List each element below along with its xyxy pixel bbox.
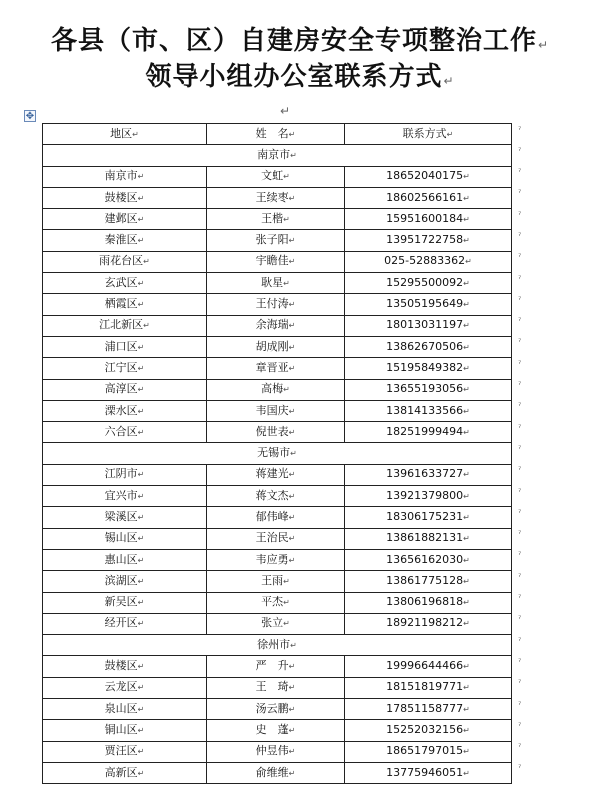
table-row xyxy=(43,251,512,272)
area-cell[interactable]: 秦淮区↵ xyxy=(43,230,207,251)
row-end-mark: ˀ xyxy=(518,636,522,647)
paragraph-mark: ↵ xyxy=(443,74,455,88)
name-cell[interactable]: 汤云鹏↵ xyxy=(207,699,345,720)
phone-cell[interactable]: 13861882131↵ xyxy=(345,528,512,549)
name-cell[interactable]: 平杰↵ xyxy=(207,592,345,613)
name-cell[interactable]: 胡成刚↵ xyxy=(207,336,345,357)
row-end-mark: ˀ xyxy=(518,551,522,562)
phone-cell[interactable]: 025-52883362↵ xyxy=(345,251,512,272)
table-row xyxy=(43,230,512,251)
name-cell[interactable]: 倪世表↵ xyxy=(207,422,345,443)
area-cell[interactable]: 江阴市↵ xyxy=(43,464,207,485)
phone-cell[interactable]: 15252032156↵ xyxy=(345,720,512,741)
section-label: 南京市 xyxy=(257,147,291,161)
section-cell[interactable]: 南京市↵ xyxy=(43,145,512,166)
section-label: 徐州市 xyxy=(257,637,291,651)
name-cell[interactable]: 仲昱伟↵ xyxy=(207,741,345,762)
section-cell[interactable]: 无锡市↵ xyxy=(43,443,512,464)
section-row xyxy=(43,145,512,166)
row-end-mark: ˀ xyxy=(518,657,522,668)
table-row xyxy=(43,294,512,315)
name-cell[interactable]: 宇瞻佳↵ xyxy=(207,251,345,272)
area-cell[interactable]: 锡山区↵ xyxy=(43,528,207,549)
name-cell[interactable]: 韦应勇↵ xyxy=(207,549,345,570)
area-cell[interactable]: 高淳区↵ xyxy=(43,379,207,400)
row-end-mark: ˀ xyxy=(518,295,522,306)
name-cell[interactable]: 高梅↵ xyxy=(207,379,345,400)
name-cell[interactable]: 耿星↵ xyxy=(207,273,345,294)
phone-cell[interactable]: 18151819771↵ xyxy=(345,677,512,698)
section-cell[interactable]: 徐州市↵ xyxy=(43,635,512,656)
table-row xyxy=(43,677,512,698)
phone-cell[interactable]: 18921198212↵ xyxy=(345,613,512,634)
name-cell[interactable]: 张子阳↵ xyxy=(207,230,345,251)
table-move-handle-icon[interactable]: ✥ xyxy=(25,111,35,122)
area-cell[interactable]: 滨湖区↵ xyxy=(43,571,207,592)
row-end-mark: ˀ xyxy=(518,679,522,690)
table-header-row xyxy=(43,124,512,145)
name-cell[interactable]: 王雨↵ xyxy=(207,571,345,592)
row-end-mark: ˀ xyxy=(518,508,522,519)
phone-cell[interactable]: 15951600184↵ xyxy=(345,209,512,230)
name-cell[interactable]: 郁伟峰↵ xyxy=(207,507,345,528)
table-row xyxy=(43,422,512,443)
paragraph-mark: ↵ xyxy=(537,38,550,52)
row-end-mark: ˀ xyxy=(518,146,522,157)
area-cell[interactable]: 栖霞区↵ xyxy=(43,294,207,315)
area-cell[interactable]: 惠山区↵ xyxy=(43,549,207,570)
name-cell[interactable]: 俞维维↵ xyxy=(207,762,345,783)
row-end-mark: ˀ xyxy=(518,402,522,413)
table-row xyxy=(43,656,512,677)
area-cell[interactable]: 建邺区↵ xyxy=(43,209,207,230)
name-cell[interactable]: 王 琦↵ xyxy=(207,677,345,698)
name-cell[interactable]: 史 蓬↵ xyxy=(207,720,345,741)
area-cell[interactable]: 鼓楼区↵ xyxy=(43,187,207,208)
area-cell[interactable]: 铜山区↵ xyxy=(43,720,207,741)
row-end-mark: ˀ xyxy=(518,743,522,754)
contacts-table-body xyxy=(43,124,512,784)
phone-cell[interactable]: 15195849382↵ xyxy=(345,358,512,379)
table-row xyxy=(43,528,512,549)
area-cell[interactable]: 泉山区↵ xyxy=(43,699,207,720)
area-cell[interactable]: 梁溪区↵ xyxy=(43,507,207,528)
row-end-mark: ˀ xyxy=(518,466,522,477)
area-cell[interactable]: 鼓楼区↵ xyxy=(43,656,207,677)
area-cell[interactable]: 南京市↵ xyxy=(43,166,207,187)
table-row xyxy=(43,741,512,762)
table-row xyxy=(43,507,512,528)
phone-cell[interactable]: 13806196818↵ xyxy=(345,592,512,613)
phone-cell[interactable]: 13655193056↵ xyxy=(345,379,512,400)
table-row xyxy=(43,209,512,230)
table-row xyxy=(43,699,512,720)
row-end-mark: ˀ xyxy=(518,487,522,498)
row-end-mark: ˀ xyxy=(518,359,522,370)
name-cell[interactable]: 严 升↵ xyxy=(207,656,345,677)
phone-cell[interactable]: 18013031197↵ xyxy=(345,315,512,336)
phone-cell[interactable]: 13814133566↵ xyxy=(345,400,512,421)
section-label: 无锡市 xyxy=(257,446,291,460)
phone-cell[interactable]: 13861775128↵ xyxy=(345,571,512,592)
table-row xyxy=(43,486,512,507)
phone-cell[interactable]: 13921379800↵ xyxy=(345,486,512,507)
area-cell[interactable]: 高新区↵ xyxy=(43,762,207,783)
phone-cell[interactable]: 13961633727↵ xyxy=(345,464,512,485)
name-cell[interactable]: 韦国庆↵ xyxy=(207,400,345,421)
name-cell[interactable]: 王付涛↵ xyxy=(207,294,345,315)
area-cell[interactable]: 溧水区↵ xyxy=(43,400,207,421)
table-row xyxy=(43,315,512,336)
name-cell[interactable]: 张立↵ xyxy=(207,613,345,634)
area-cell[interactable]: 贾汪区↵ xyxy=(43,741,207,762)
section-row xyxy=(43,635,512,656)
name-cell[interactable]: 王楷↵ xyxy=(207,209,345,230)
area-cell[interactable]: 江北新区↵ xyxy=(43,315,207,336)
name-cell[interactable]: 蒋文杰↵ xyxy=(207,486,345,507)
row-end-mark: ˀ xyxy=(518,444,522,455)
phone-cell[interactable]: 18306175231↵ xyxy=(345,507,512,528)
row-end-mark: ˀ xyxy=(518,572,522,583)
title-text-2: 领导小组办公室联系方式 xyxy=(145,62,443,92)
row-end-mark: ˀ xyxy=(518,594,522,605)
header-cell-contact[interactable]: 联系方式↵ xyxy=(345,124,512,145)
row-end-mark: ˀ xyxy=(518,381,522,392)
table-row xyxy=(43,464,512,485)
row-end-mark: ˀ xyxy=(518,125,522,136)
row-end-mark: ˀ xyxy=(518,274,522,285)
table-row xyxy=(43,336,512,357)
phone-cell[interactable]: 18652040175↵ xyxy=(345,166,512,187)
area-cell[interactable]: 六合区↵ xyxy=(43,422,207,443)
phone-cell[interactable]: 13505195649↵ xyxy=(345,294,512,315)
area-cell[interactable]: 经开区↵ xyxy=(43,613,207,634)
phone-cell[interactable]: 13951722758↵ xyxy=(345,230,512,251)
row-end-mark: ˀ xyxy=(518,615,522,626)
row-end-mark: ˀ xyxy=(518,231,522,242)
phone-cell[interactable]: 17851158777↵ xyxy=(345,699,512,720)
area-cell[interactable]: 江宁区↵ xyxy=(43,358,207,379)
area-cell[interactable]: 宜兴市↵ xyxy=(43,486,207,507)
header-cell-area[interactable]: 地区↵ xyxy=(43,124,207,145)
name-cell[interactable]: 余海瑞↵ xyxy=(207,315,345,336)
row-end-mark: ˀ xyxy=(518,168,522,179)
phone-cell[interactable]: 13656162030↵ xyxy=(345,549,512,570)
name-cell[interactable]: 蒋建光↵ xyxy=(207,464,345,485)
table-row xyxy=(43,166,512,187)
table-row xyxy=(43,400,512,421)
area-cell[interactable]: 浦口区↵ xyxy=(43,336,207,357)
phone-cell[interactable]: 13775946051↵ xyxy=(345,762,512,783)
table-row xyxy=(43,549,512,570)
name-cell[interactable]: 王治民↵ xyxy=(207,528,345,549)
contacts-table xyxy=(42,123,512,784)
row-end-mark: ˀ xyxy=(518,764,522,775)
section-row xyxy=(43,443,512,464)
table-row xyxy=(43,762,512,783)
table-row xyxy=(43,571,512,592)
name-cell[interactable]: 章晋亚↵ xyxy=(207,358,345,379)
row-end-mark: ˀ xyxy=(518,700,522,711)
area-cell[interactable]: 玄武区↵ xyxy=(43,273,207,294)
area-cell[interactable]: 新吴区↵ xyxy=(43,592,207,613)
phone-cell[interactable]: 15295500092↵ xyxy=(345,273,512,294)
name-cell[interactable]: 文虹↵ xyxy=(207,166,345,187)
title-text-1: 各县（市、区）自建房安全专项整治工作 xyxy=(50,26,537,56)
table-row xyxy=(43,592,512,613)
row-end-mark: ˀ xyxy=(518,189,522,200)
phone-cell[interactable]: 19996644466↵ xyxy=(345,656,512,677)
phone-cell[interactable]: 18251999494↵ xyxy=(345,422,512,443)
table-row xyxy=(43,273,512,294)
phone-cell[interactable]: 13862670506↵ xyxy=(345,336,512,357)
document-title-line-2 xyxy=(0,56,600,93)
document-title-line-1 xyxy=(0,20,600,57)
row-end-mark: ˀ xyxy=(518,210,522,221)
area-cell[interactable]: 雨花台区↵ xyxy=(43,251,207,272)
row-end-mark: ˀ xyxy=(518,530,522,541)
row-end-mark: ˀ xyxy=(518,338,522,349)
table-row xyxy=(43,720,512,741)
table-row xyxy=(43,358,512,379)
row-end-mark: ˀ xyxy=(518,423,522,434)
paragraph-mark: ↵ xyxy=(280,104,291,118)
phone-cell[interactable]: 18602566161↵ xyxy=(345,187,512,208)
row-end-mark: ˀ xyxy=(518,253,522,264)
phone-cell[interactable]: 18651797015↵ xyxy=(345,741,512,762)
area-cell[interactable]: 云龙区↵ xyxy=(43,677,207,698)
table-row xyxy=(43,379,512,400)
header-cell-name[interactable]: 姓 名↵ xyxy=(207,124,345,145)
table-row xyxy=(43,187,512,208)
row-end-mark: ˀ xyxy=(518,721,522,732)
name-cell[interactable]: 王续枣↵ xyxy=(207,187,345,208)
row-end-mark: ˀ xyxy=(518,317,522,328)
table-row xyxy=(43,613,512,634)
